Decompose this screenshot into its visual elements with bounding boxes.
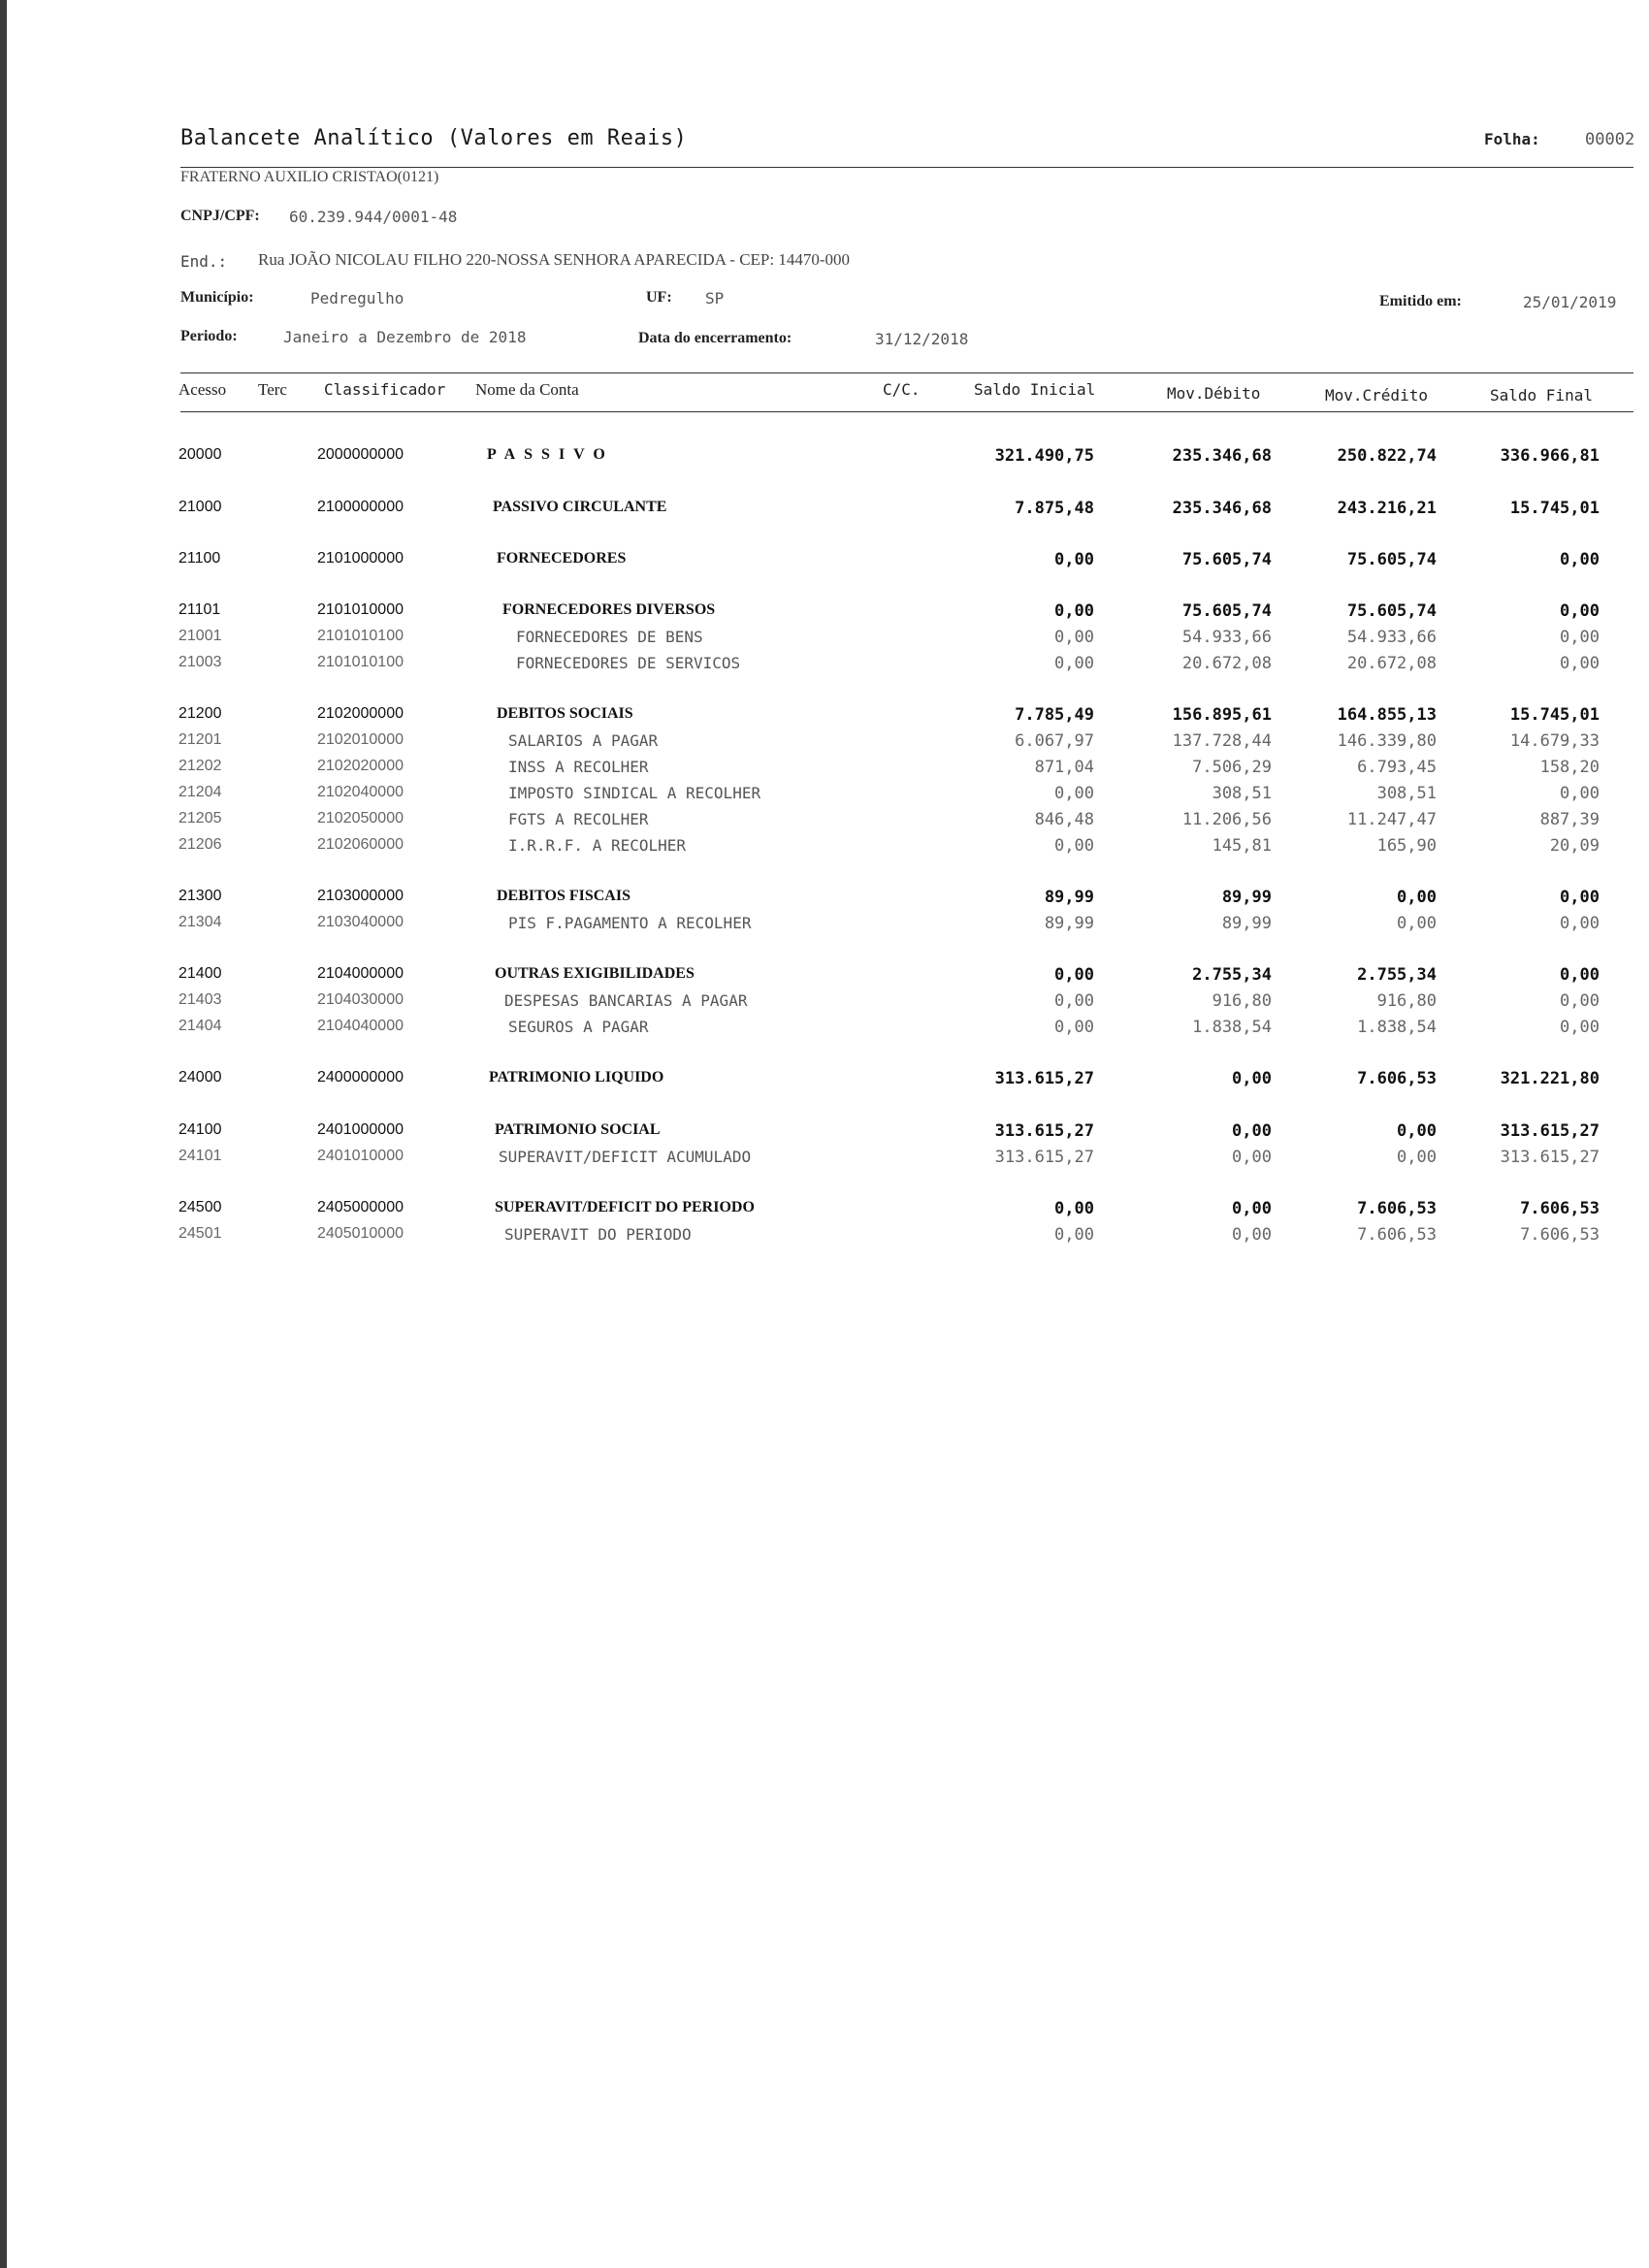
row-saldo-final: 313.615,27	[1500, 1121, 1600, 1141]
row-acesso: 21201	[178, 731, 222, 748]
col-nome-conta: Nome da Conta	[475, 380, 579, 399]
row-mov-credito: 0,00	[1397, 888, 1437, 907]
folha-value: 00002	[1585, 130, 1635, 149]
table-row	[0, 628, 1649, 653]
row-saldo-final: 0,00	[1560, 965, 1600, 985]
row-mov-debito: 11.206,56	[1181, 810, 1272, 829]
row-mov-debito: 2.755,34	[1192, 965, 1272, 985]
row-saldo-inicial: 313.615,27	[994, 1069, 1094, 1088]
emitido-label: Emitido em:	[1379, 293, 1462, 309]
row-mov-credito: 54.933,66	[1346, 628, 1437, 647]
row-mov-debito: 137.728,44	[1172, 731, 1272, 751]
row-acesso: 21404	[178, 1018, 222, 1034]
row-saldo-inicial: 0,00	[1054, 550, 1094, 569]
row-saldo-final: 0,00	[1560, 914, 1600, 933]
row-saldo-inicial: 0,00	[1054, 601, 1094, 621]
table-row	[0, 654, 1649, 679]
row-acesso: 24100	[178, 1121, 222, 1138]
row-mov-debito: 156.895,61	[1172, 705, 1272, 725]
table-row	[0, 810, 1649, 835]
row-nome-conta: SUPERAVIT/DEFICIT ACUMULADO	[499, 1148, 752, 1166]
table-row	[0, 601, 1649, 627]
row-nome-conta: SEGUROS A PAGAR	[508, 1018, 649, 1036]
row-acesso: 21400	[178, 965, 222, 982]
row-mov-debito: 235.346,68	[1172, 446, 1272, 466]
row-classificador: 2101010100	[317, 628, 404, 644]
row-saldo-final: 0,00	[1560, 888, 1600, 907]
row-mov-debito: 916,80	[1212, 991, 1272, 1011]
row-saldo-final: 20,09	[1549, 836, 1600, 856]
row-mov-debito: 89,99	[1221, 888, 1272, 907]
table-row	[0, 705, 1649, 730]
row-acesso: 21304	[178, 914, 222, 930]
row-nome-conta: SUPERAVIT DO PERIODO	[504, 1225, 692, 1244]
row-acesso: 21202	[178, 758, 222, 774]
row-saldo-final: 14.679,33	[1509, 731, 1600, 751]
row-saldo-final: 7.606,53	[1520, 1225, 1600, 1245]
row-nome-conta: PATRIMONIO LIQUIDO	[489, 1069, 664, 1085]
row-nome-conta: DEBITOS FISCAIS	[497, 888, 630, 904]
row-mov-credito: 7.606,53	[1357, 1225, 1437, 1245]
row-mov-credito: 146.339,80	[1337, 731, 1437, 751]
row-nome-conta: FORNECEDORES	[497, 550, 627, 567]
row-mov-debito: 235.346,68	[1172, 499, 1272, 518]
row-saldo-final: 887,39	[1539, 810, 1600, 829]
row-mov-credito: 7.606,53	[1357, 1199, 1437, 1218]
row-classificador: 2101010100	[317, 654, 404, 670]
col-saldo-inicial: Saldo Inicial	[974, 380, 1096, 399]
row-mov-credito: 20.672,08	[1346, 654, 1437, 673]
row-saldo-final: 0,00	[1560, 550, 1600, 569]
row-saldo-inicial: 7.875,48	[1015, 499, 1094, 518]
row-saldo-final: 313.615,27	[1500, 1148, 1600, 1167]
row-mov-debito: 89,99	[1221, 914, 1272, 933]
row-acesso: 21205	[178, 810, 222, 826]
col-saldo-final: Saldo Final	[1490, 386, 1593, 405]
row-mov-credito: 6.793,45	[1357, 758, 1437, 777]
row-classificador: 2401010000	[317, 1148, 404, 1164]
row-classificador: 2401000000	[317, 1121, 404, 1138]
row-saldo-final: 321.221,80	[1500, 1069, 1600, 1088]
row-acesso: 21003	[178, 654, 222, 670]
table-row	[0, 914, 1649, 939]
row-saldo-final: 15.745,01	[1509, 499, 1600, 518]
row-classificador: 2100000000	[317, 499, 404, 515]
row-classificador: 2400000000	[317, 1069, 404, 1085]
row-acesso: 24000	[178, 1069, 222, 1085]
row-nome-conta: OUTRAS EXIGIBILIDADES	[495, 965, 695, 982]
row-classificador: 2103040000	[317, 914, 404, 930]
row-mov-debito: 0,00	[1232, 1148, 1272, 1167]
table-row	[0, 499, 1649, 524]
table-row	[0, 784, 1649, 809]
row-mov-debito: 1.838,54	[1192, 1018, 1272, 1037]
row-classificador: 2102050000	[317, 810, 404, 826]
end-value: Rua JOÃO NICOLAU FILHO 220-NOSSA SENHORA APARECIDA - CEP: 14470-000	[258, 250, 851, 269]
row-acesso: 24500	[178, 1199, 222, 1215]
table-row	[0, 991, 1649, 1017]
table-row	[0, 758, 1649, 783]
row-saldo-final: 336.966,81	[1500, 446, 1600, 466]
end-label: End.:	[180, 252, 228, 271]
header-rule	[180, 167, 1633, 168]
row-mov-credito: 2.755,34	[1357, 965, 1437, 985]
report-title: Balancete Analítico (Valores em Reais)	[180, 126, 688, 150]
row-saldo-inicial: 89,99	[1044, 914, 1094, 933]
uf-value: SP	[705, 289, 725, 308]
row-classificador: 2104030000	[317, 991, 404, 1008]
row-nome-conta: IMPOSTO SINDICAL A RECOLHER	[508, 784, 761, 802]
col-mov-credito: Mov.Crédito	[1325, 386, 1428, 405]
row-nome-conta: FORNECEDORES DIVERSOS	[502, 601, 716, 618]
row-saldo-inicial: 846,48	[1034, 810, 1094, 829]
row-saldo-final: 7.606,53	[1520, 1199, 1600, 1218]
row-mov-credito: 0,00	[1397, 1121, 1437, 1141]
row-acesso: 21100	[178, 550, 221, 567]
row-mov-debito: 7.506,29	[1192, 758, 1272, 777]
cnpj-label: CNPJ/CPF:	[180, 208, 260, 224]
row-classificador: 2102060000	[317, 836, 404, 853]
folha-label: Folha:	[1484, 130, 1540, 148]
row-saldo-final: 0,00	[1560, 628, 1600, 647]
row-acesso: 24501	[178, 1225, 222, 1242]
row-nome-conta: FORNECEDORES DE BENS	[516, 628, 703, 646]
row-nome-conta: SUPERAVIT/DEFICIT DO PERIODO	[495, 1199, 755, 1215]
table-row	[0, 1148, 1649, 1173]
col-mov-debito: Mov.Débito	[1167, 384, 1261, 403]
row-classificador: 2102010000	[317, 731, 404, 748]
table-row	[0, 1199, 1649, 1224]
table-row	[0, 1121, 1649, 1147]
cnpj-value: 60.239.944/0001-48	[289, 208, 458, 226]
row-classificador: 2101000000	[317, 550, 404, 567]
row-nome-conta: PATRIMONIO SOCIAL	[495, 1121, 661, 1138]
row-mov-debito: 0,00	[1232, 1199, 1272, 1218]
row-saldo-final: 15.745,01	[1509, 705, 1600, 725]
row-saldo-final: 0,00	[1560, 601, 1600, 621]
row-mov-credito: 308,51	[1376, 784, 1437, 803]
row-acesso: 21200	[178, 705, 222, 722]
table-row	[0, 888, 1649, 913]
row-saldo-final: 158,20	[1539, 758, 1600, 777]
table-row	[0, 965, 1649, 990]
row-mov-credito: 250.822,74	[1337, 446, 1437, 466]
row-mov-credito: 75.605,74	[1346, 601, 1437, 621]
row-saldo-inicial: 313.615,27	[994, 1121, 1094, 1141]
table-row	[0, 1018, 1649, 1043]
row-mov-debito: 0,00	[1232, 1225, 1272, 1245]
row-acesso: 21403	[178, 991, 222, 1008]
table-row	[0, 1225, 1649, 1250]
row-mov-debito: 308,51	[1212, 784, 1272, 803]
table-row	[0, 836, 1649, 861]
row-mov-credito: 7.606,53	[1357, 1069, 1437, 1088]
emitido-value: 25/01/2019	[1523, 293, 1617, 311]
row-classificador: 2104000000	[317, 965, 404, 982]
row-acesso: 21206	[178, 836, 222, 853]
row-nome-conta: PIS F.PAGAMENTO A RECOLHER	[508, 914, 752, 932]
row-nome-conta: I.R.R.F. A RECOLHER	[508, 836, 687, 855]
row-saldo-inicial: 0,00	[1054, 991, 1094, 1011]
row-nome-conta: DEBITOS SOCIAIS	[497, 705, 633, 722]
row-saldo-inicial: 0,00	[1054, 836, 1094, 856]
row-mov-credito: 1.838,54	[1357, 1018, 1437, 1037]
row-saldo-final: 0,00	[1560, 784, 1600, 803]
row-saldo-final: 0,00	[1560, 654, 1600, 673]
row-nome-conta: PASSIVO	[487, 446, 614, 463]
table-row	[0, 550, 1649, 575]
row-classificador: 2102000000	[317, 705, 404, 722]
row-acesso: 21204	[178, 784, 222, 800]
row-nome-conta: FORNECEDORES DE SERVICOS	[516, 654, 741, 672]
col-classificador: Classificador	[324, 380, 446, 399]
row-acesso: 20000	[178, 446, 222, 463]
row-classificador: 2000000000	[317, 446, 404, 463]
municipio-label: Município:	[180, 289, 254, 306]
row-acesso: 24101	[178, 1148, 222, 1164]
row-classificador: 2405010000	[317, 1225, 404, 1242]
uf-label: UF:	[646, 289, 672, 306]
row-nome-conta: FGTS A RECOLHER	[508, 810, 649, 828]
row-saldo-final: 0,00	[1560, 991, 1600, 1011]
row-saldo-inicial: 0,00	[1054, 1225, 1094, 1245]
row-mov-debito: 54.933,66	[1181, 628, 1272, 647]
row-saldo-inicial: 0,00	[1054, 654, 1094, 673]
col-cc: C/C.	[883, 380, 921, 399]
col-acesso: Acesso	[178, 380, 227, 399]
row-mov-credito: 164.855,13	[1337, 705, 1437, 725]
row-classificador: 2103000000	[317, 888, 404, 904]
periodo-label: Periodo:	[180, 328, 238, 344]
row-nome-conta: INSS A RECOLHER	[508, 758, 649, 776]
row-mov-credito: 0,00	[1397, 914, 1437, 933]
row-acesso: 21101	[178, 601, 221, 618]
row-mov-debito: 20.672,08	[1181, 654, 1272, 673]
row-saldo-inicial: 0,00	[1054, 1199, 1094, 1218]
row-saldo-final: 0,00	[1560, 1018, 1600, 1037]
table-row	[0, 1069, 1649, 1094]
row-mov-credito: 0,00	[1397, 1148, 1437, 1167]
row-mov-debito: 145,81	[1212, 836, 1272, 856]
col-terc: Terc	[258, 380, 287, 399]
row-saldo-inicial: 0,00	[1054, 965, 1094, 985]
periodo-value: Janeiro a Dezembro de 2018	[283, 328, 527, 346]
row-acesso: 21300	[178, 888, 222, 904]
company-name: FRATERNO AUXILIO CRISTAO(0121)	[180, 169, 439, 185]
row-mov-debito: 75.605,74	[1181, 601, 1272, 621]
row-saldo-inicial: 0,00	[1054, 1018, 1094, 1037]
municipio-value: Pedregulho	[310, 289, 404, 308]
row-saldo-inicial: 0,00	[1054, 628, 1094, 647]
row-saldo-inicial: 6.067,97	[1015, 731, 1094, 751]
row-mov-credito: 916,80	[1376, 991, 1437, 1011]
row-saldo-inicial: 89,99	[1044, 888, 1094, 907]
encerramento-value: 31/12/2018	[875, 330, 969, 348]
row-saldo-inicial: 871,04	[1034, 758, 1094, 777]
row-classificador: 2102040000	[317, 784, 404, 800]
columns-bottom-rule	[180, 411, 1633, 412]
table-row	[0, 446, 1649, 471]
row-mov-credito: 243.216,21	[1337, 499, 1437, 518]
row-nome-conta: DESPESAS BANCARIAS A PAGAR	[504, 991, 748, 1010]
row-classificador: 2102020000	[317, 758, 404, 774]
row-nome-conta: PASSIVO CIRCULANTE	[493, 499, 667, 515]
row-mov-credito: 165,90	[1376, 836, 1437, 856]
row-mov-debito: 0,00	[1232, 1121, 1272, 1141]
row-mov-debito: 0,00	[1232, 1069, 1272, 1088]
row-acesso: 21000	[178, 499, 222, 515]
row-saldo-inicial: 321.490,75	[994, 446, 1094, 466]
row-classificador: 2405000000	[317, 1199, 404, 1215]
row-classificador: 2101010000	[317, 601, 404, 618]
row-mov-debito: 75.605,74	[1181, 550, 1272, 569]
row-saldo-inicial: 7.785,49	[1015, 705, 1094, 725]
table-row	[0, 731, 1649, 757]
row-nome-conta: SALARIOS A PAGAR	[508, 731, 659, 750]
row-acesso: 21001	[178, 628, 222, 644]
row-saldo-inicial: 313.615,27	[994, 1148, 1094, 1167]
row-classificador: 2104040000	[317, 1018, 404, 1034]
encerramento-label: Data do encerramento:	[638, 330, 792, 346]
row-saldo-inicial: 0,00	[1054, 784, 1094, 803]
row-mov-credito: 75.605,74	[1346, 550, 1437, 569]
row-mov-credito: 11.247,47	[1346, 810, 1437, 829]
